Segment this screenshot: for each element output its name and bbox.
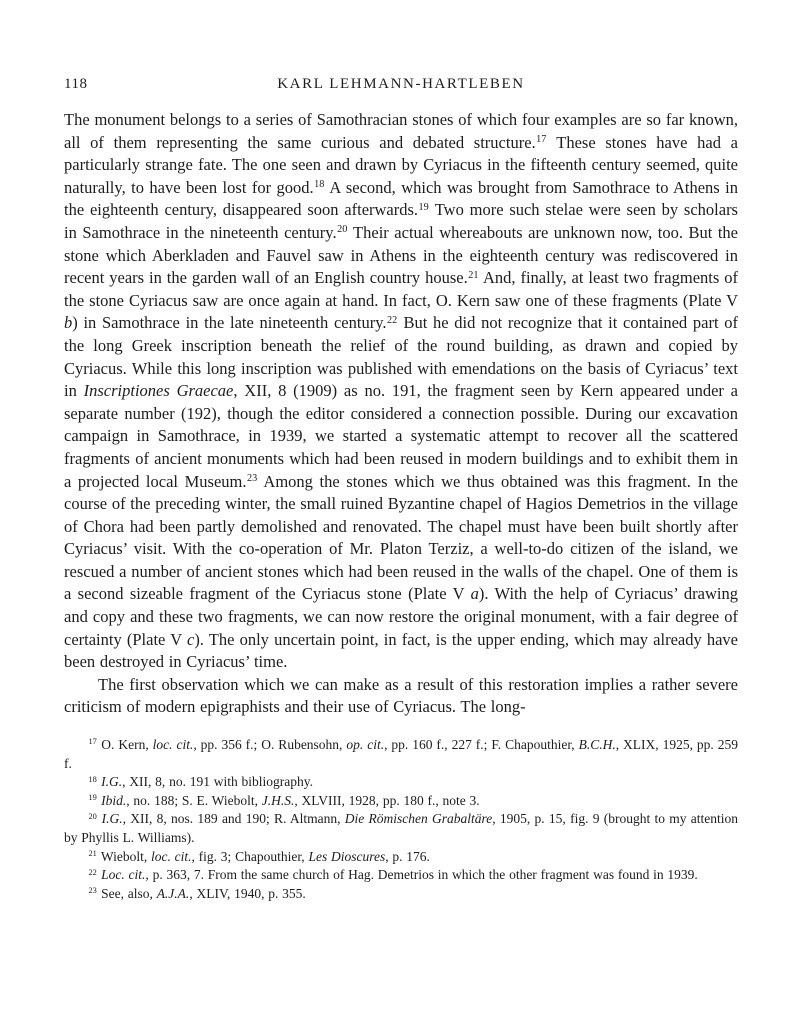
- footnote: $^{23}$ See, also, A.J.A., XLIV, 1940, p. 355.: [88, 885, 306, 901]
- footnote: $^{21}$ Wiebolt, loc. cit., fig. 3; Chapouthier, Les Dioscures, p. 176.: [88, 848, 430, 864]
- footnote: $^{20}$ I.G., XII, 8, nos. 189 and 190; R. Altmann, Die Römischen Grabaltäre, 1905, p. 15, fig. 9 (brought to my attention by Phyllis L. Williams).: [64, 811, 738, 845]
- footnote: $^{19}$ Ibid., no. 188; S. E. Wiebolt, J.H.S., XLVIII, 1928, pp. 180 f., note 3.: [88, 792, 480, 808]
- footnotes: [64, 736, 738, 903]
- body-text: [64, 109, 738, 719]
- running-head: KARL LEHMANN-HARTLEBEN: [277, 76, 525, 92]
- footnote: $^{17}$ O. Kern, loc. cit., pp. 356 f.; O. Rubensohn, op. cit., pp. 160 f., 227 f.; F. Chapouthier, B.C.H., XLIX, 1925, pp. 259 f.: [64, 737, 738, 771]
- page-number: 118: [64, 76, 88, 92]
- paragraph: The first observation which we can make as a result of this restoration implies a rather severe criticism of modern epigraphists and their use of Cyriacus. The long-: [64, 674, 738, 717]
- footnote: $^{22}$ Loc. cit., p. 363, 7. From the same church of Hag. Demetrios in which the other fragment was found in 1939.: [88, 867, 698, 883]
- footnote: $^{18}$ I.G., XII, 8, no. 191 with bibliography.: [88, 774, 314, 790]
- paragraph: The monument belongs to a series of Samothracian stones of which four examples are so far known, all of them representing the same curious and debated structure.$^{17}$ These stones have had a particularly strange fate. The one seen and drawn by Cyriacus in the fifteenth century seemed, quite naturally, to have been lost for good.$^{18}$ A second, which was brought from Samothrace to Athens in the eighteenth century, disappeared soon afterwards.$^{19}$ Two more such stelae were seen by scholars in Samothrace in the nineteenth century.$^{20}$ Their actual whereabouts are unknown now, too. But the stone which Aberkladen and Fauvel saw in Athens in the eighteenth century was rediscovered in recent years in the garden wall of an English country house.$^{21}$ And, finally, at least two fragments of the stone Cyriacus saw are once again at hand. In fact, O. Kern saw one of these fragments (Plate V b) in Samothrace in the late nineteenth century.$^{22}$ But he did not recognize that it contained part of the long Greek inscription beneath the relief of the round building, as drawn and copied by Cyriacus. While this long inscription was published with emendations on the basis of Cyriacus’ text in Inscriptiones Graecae, XII, 8 (1909) as no. 191, the fragment seen by Kern appeared under a separate number (192), though the editor considered a connection possible. During our excavation campaign in Samothrace, in 1939, we started a systematic attempt to recover all the scattered fragments of ancient monuments which had been reused in modern buildings and to exhibit them in a projected local Museum.$^{23}$ Among the stones which we thus obtained was this fragment. In the course of the preceding winter, the small ruined Byzantine chapel of Hagios Demetrios in the village of Chora had been partly demolished and renovated. The chapel must have been built shortly after Cyriacus’ visit. With the co-operation of Mr. Platon Terziz, a well-to-do citizen of the island, we rescued a number of ancient stones which had been reused in the walls of the chapel. One of them is a second sizeable fragment of the Cyriacus stone (Plate V a). With the help of Cyriacus’ drawing and copy and these two fragments, we can now restore the original monument, with a fair degree of certainty (Plate V c). The only uncertain point, in fact, is the upper ending, which may already have been destroyed in Cyriacus’ time.: [64, 110, 739, 672]
- page-header: [64, 76, 738, 93]
